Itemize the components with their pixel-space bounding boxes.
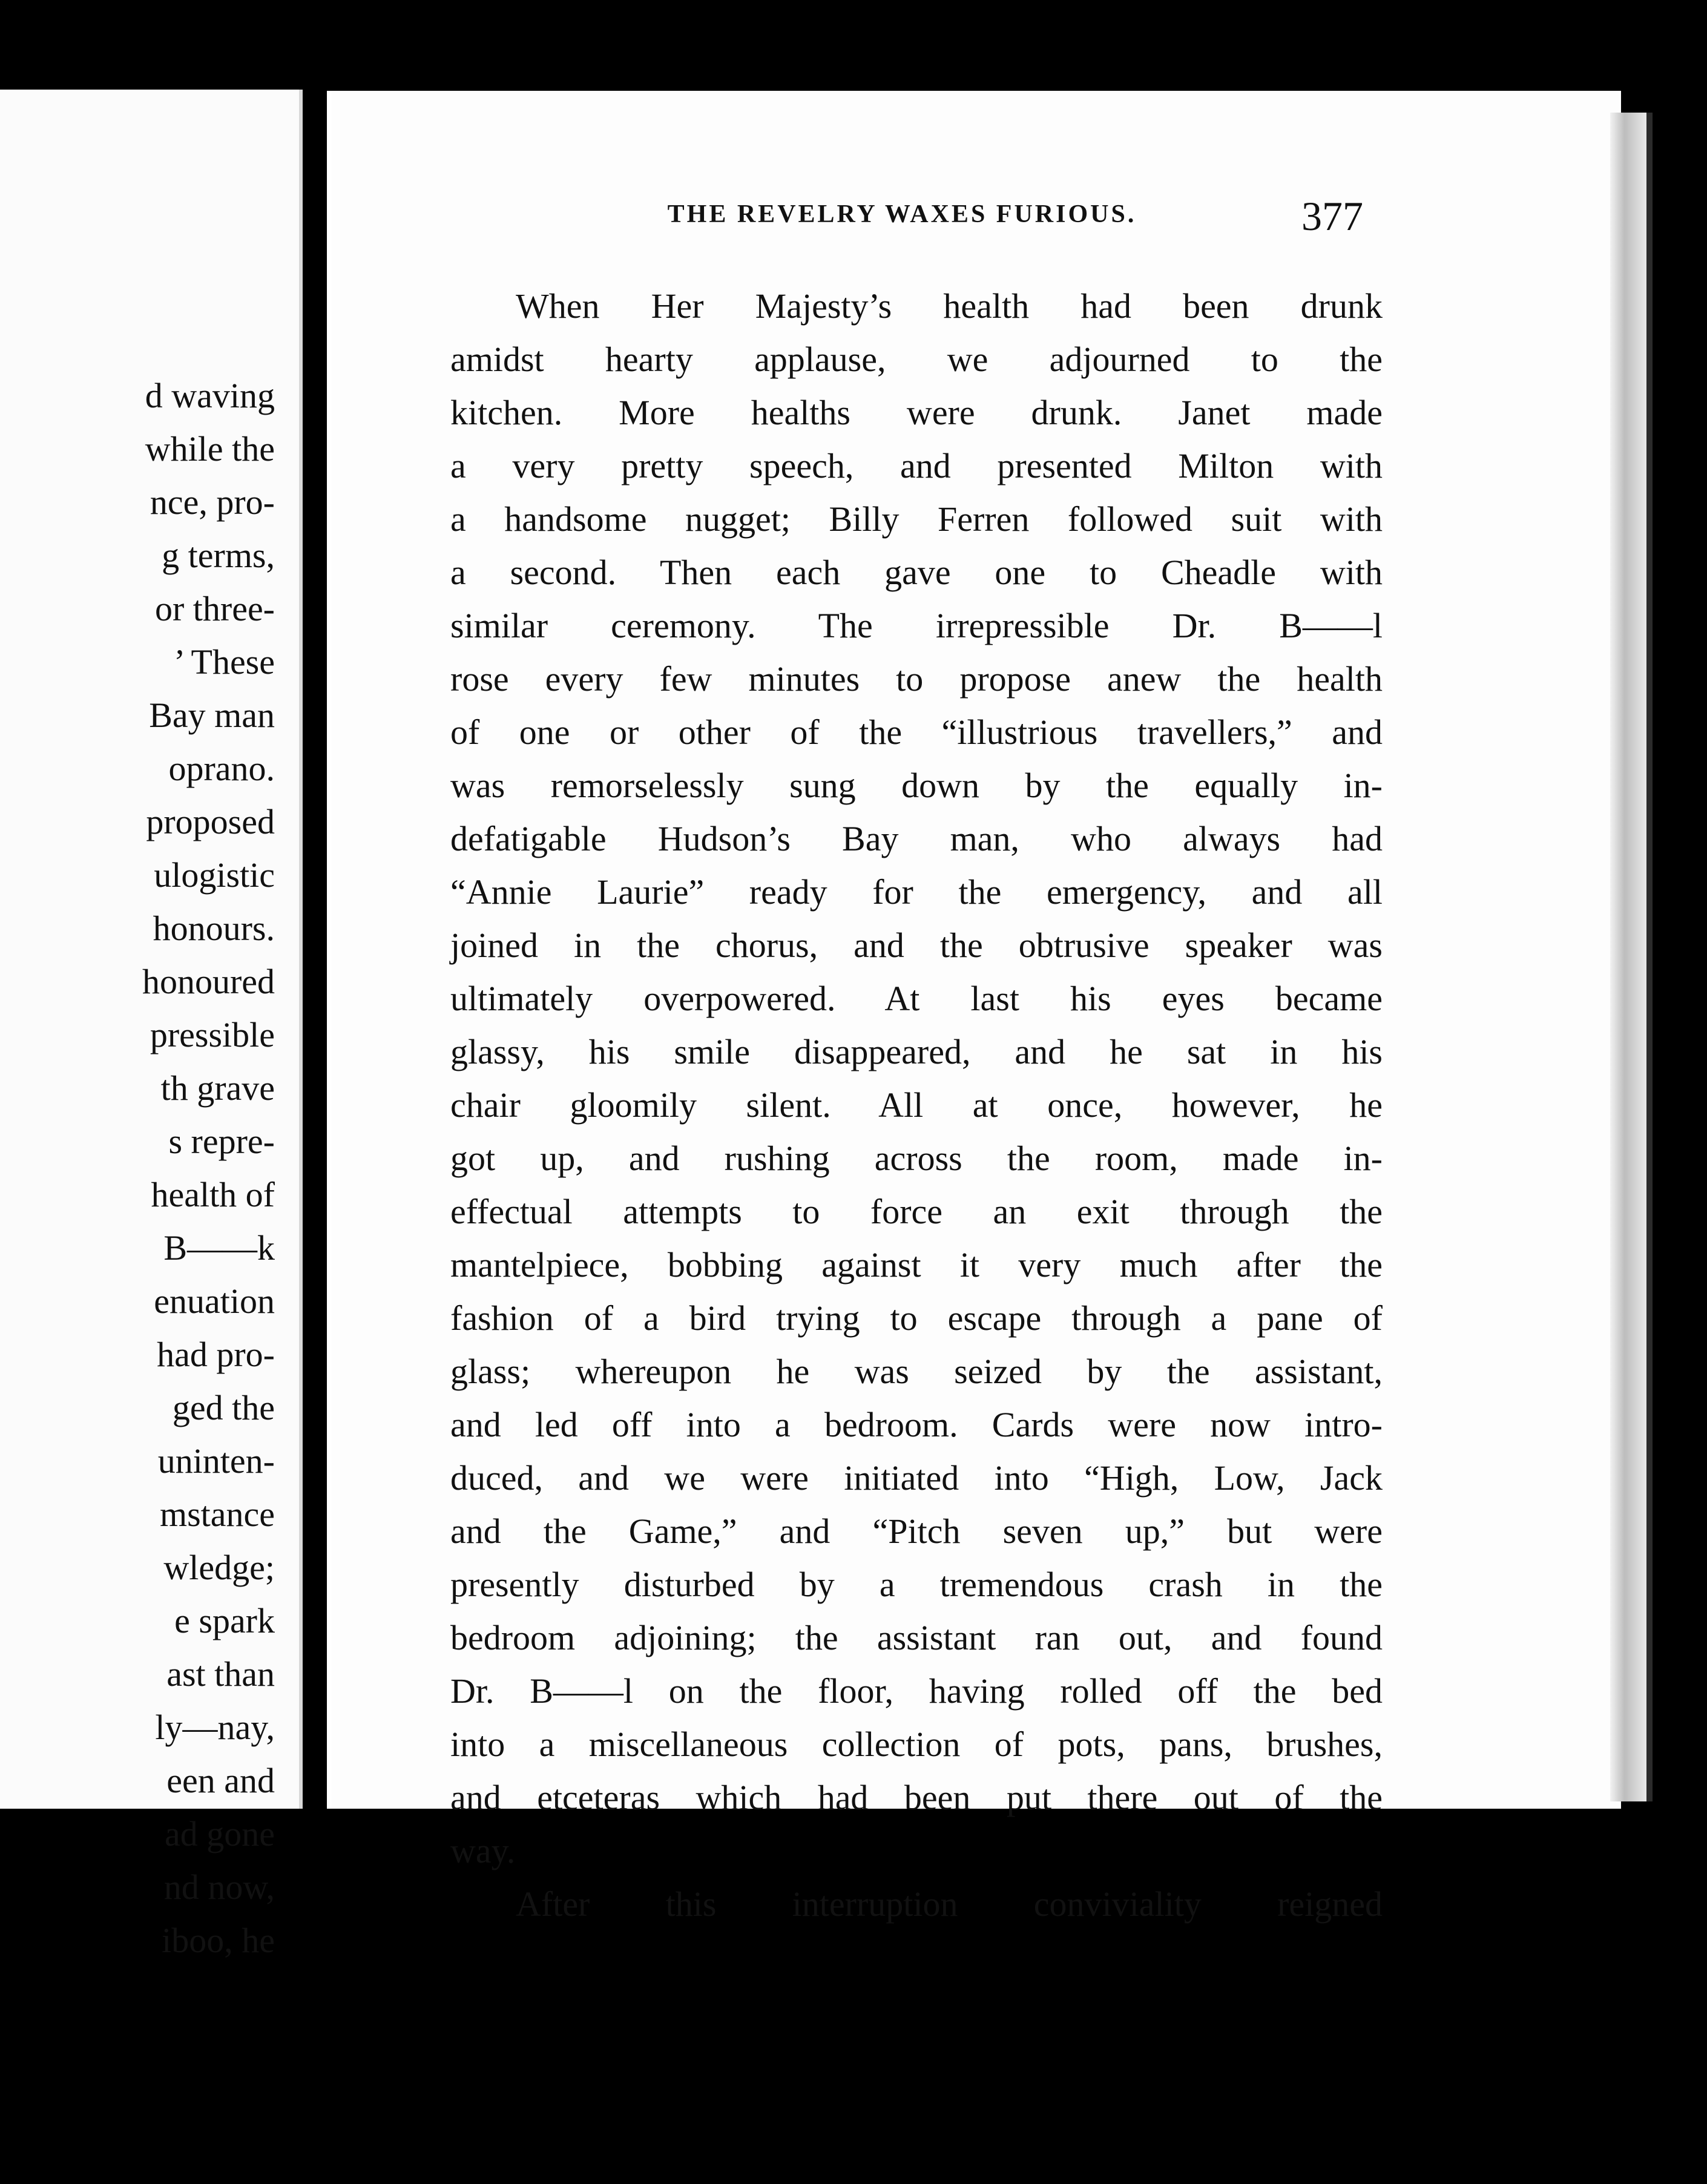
left-text-line: uninten-	[157, 1441, 275, 1481]
left-text-line: B——k	[163, 1228, 275, 1268]
left-text-line: pressible	[150, 1015, 275, 1054]
left-text-line: mstance	[159, 1495, 275, 1534]
left-text-line: ’ These	[174, 642, 275, 682]
left-text-line: Bay man	[149, 696, 275, 735]
left-text-line: wledge;	[163, 1548, 275, 1587]
running-head: THE REVELRY WAXES FURIOUS.	[667, 200, 1137, 228]
left-text-line: s repre-	[168, 1122, 275, 1161]
left-text-line: een and	[166, 1761, 275, 1800]
text-line: glassy, his smile disappeared, and he sat in his	[450, 1032, 1383, 1071]
left-text-line: e spark	[174, 1601, 275, 1640]
text-line: defatigable Hudson’s Bay man, who always had	[450, 819, 1383, 858]
left-text-line: while the	[145, 429, 275, 469]
text-line: similar ceremony. The irrepressible Dr. B——l	[450, 606, 1383, 645]
text-line: a second. Then each gave one to Cheadle with	[450, 553, 1383, 592]
left-text-line: ast than	[166, 1654, 275, 1694]
text-line: of one or other of the “illustrious travellers,” and	[450, 712, 1383, 752]
text-line: rose every few minutes to propose anew the health	[450, 659, 1383, 699]
text-line: effectual attempts to force an exit through the	[450, 1192, 1383, 1231]
left-text-line: nce, pro-	[150, 482, 275, 522]
left-page	[0, 90, 303, 1960]
text-line: fashion of a bird trying to escape through a pane of	[450, 1298, 1383, 1338]
left-text-line: had pro-	[157, 1335, 275, 1374]
text-line: ultimately overpowered. At last his eyes became	[450, 979, 1383, 1018]
text-line: kitchen. More healths were drunk. Janet made	[450, 393, 1383, 432]
left-text-line: honoured	[142, 962, 275, 1001]
text-line: was remorselessly sung down by the equally in-	[450, 766, 1383, 805]
text-line: chair gloomily silent. All at once, however, he	[450, 1085, 1383, 1125]
text-line: and the Game,” and “Pitch seven up,” but were	[450, 1511, 1383, 1551]
body-text	[450, 280, 1383, 1931]
left-text-line: nd now,	[163, 1867, 275, 1907]
text-line: and etceteras which had been put there out of the	[450, 1778, 1383, 1817]
text-line: joined in the chorus, and the obtrusive speaker was	[450, 926, 1383, 965]
text-line: duced, and we were initiated into “High, Low, Jack	[450, 1458, 1383, 1498]
left-text-line: honours.	[153, 909, 275, 948]
left-text-line: ly—nay,	[155, 1708, 275, 1747]
text-line: amidst hearty applause, we adjourned to the	[450, 340, 1383, 379]
left-text-line: d waving	[145, 376, 275, 415]
text-line: bedroom adjoining; the assistant ran out, and found	[450, 1618, 1383, 1657]
text-line: got up, and rushing across the room, made in-	[450, 1139, 1383, 1178]
left-text-line: iboo, he	[162, 1921, 275, 1960]
text-line: After this interruption conviviality reigned	[516, 1884, 1383, 1924]
left-text-line: enuation	[154, 1281, 275, 1321]
text-line: glass; whereupon he was seized by the assistant,	[450, 1352, 1383, 1391]
text-line: way.	[450, 1831, 516, 1870]
text-line: a very pretty speech, and presented Milton with	[450, 446, 1383, 485]
text-line: and led off into a bedroom. Cards were now intro-	[450, 1405, 1383, 1444]
left-text-line: or three-	[154, 589, 275, 628]
left-text-line: ad gone	[165, 1814, 275, 1853]
left-text-line: ged the	[172, 1388, 275, 1427]
page-edge	[1610, 113, 1653, 1801]
text-line: into a miscellaneous collection of pots, pans, brushes,	[450, 1725, 1383, 1764]
left-text-line: ulogistic	[154, 855, 275, 895]
text-line: Dr. B——l on the floor, having rolled off the bed	[450, 1671, 1383, 1711]
text-line: “Annie Laurie” ready for the emergency, and all	[450, 872, 1383, 912]
text-line: a handsome nugget; Billy Ferren followed suit with	[450, 499, 1383, 539]
left-text-line: proposed	[146, 802, 275, 841]
left-page-text	[0, 369, 275, 1967]
page-number: 377	[1301, 193, 1363, 239]
left-text-line: health of	[151, 1175, 275, 1214]
text-line: When Her Majesty’s health had been drunk	[516, 286, 1383, 326]
left-text-line: g terms,	[162, 536, 275, 575]
text-line: mantelpiece, bobbing against it very much after the	[450, 1245, 1383, 1284]
left-text-line: th grave	[160, 1068, 275, 1108]
text-line: presently disturbed by a tremendous crash in the	[450, 1565, 1383, 1604]
left-text-line: oprano.	[168, 749, 275, 788]
